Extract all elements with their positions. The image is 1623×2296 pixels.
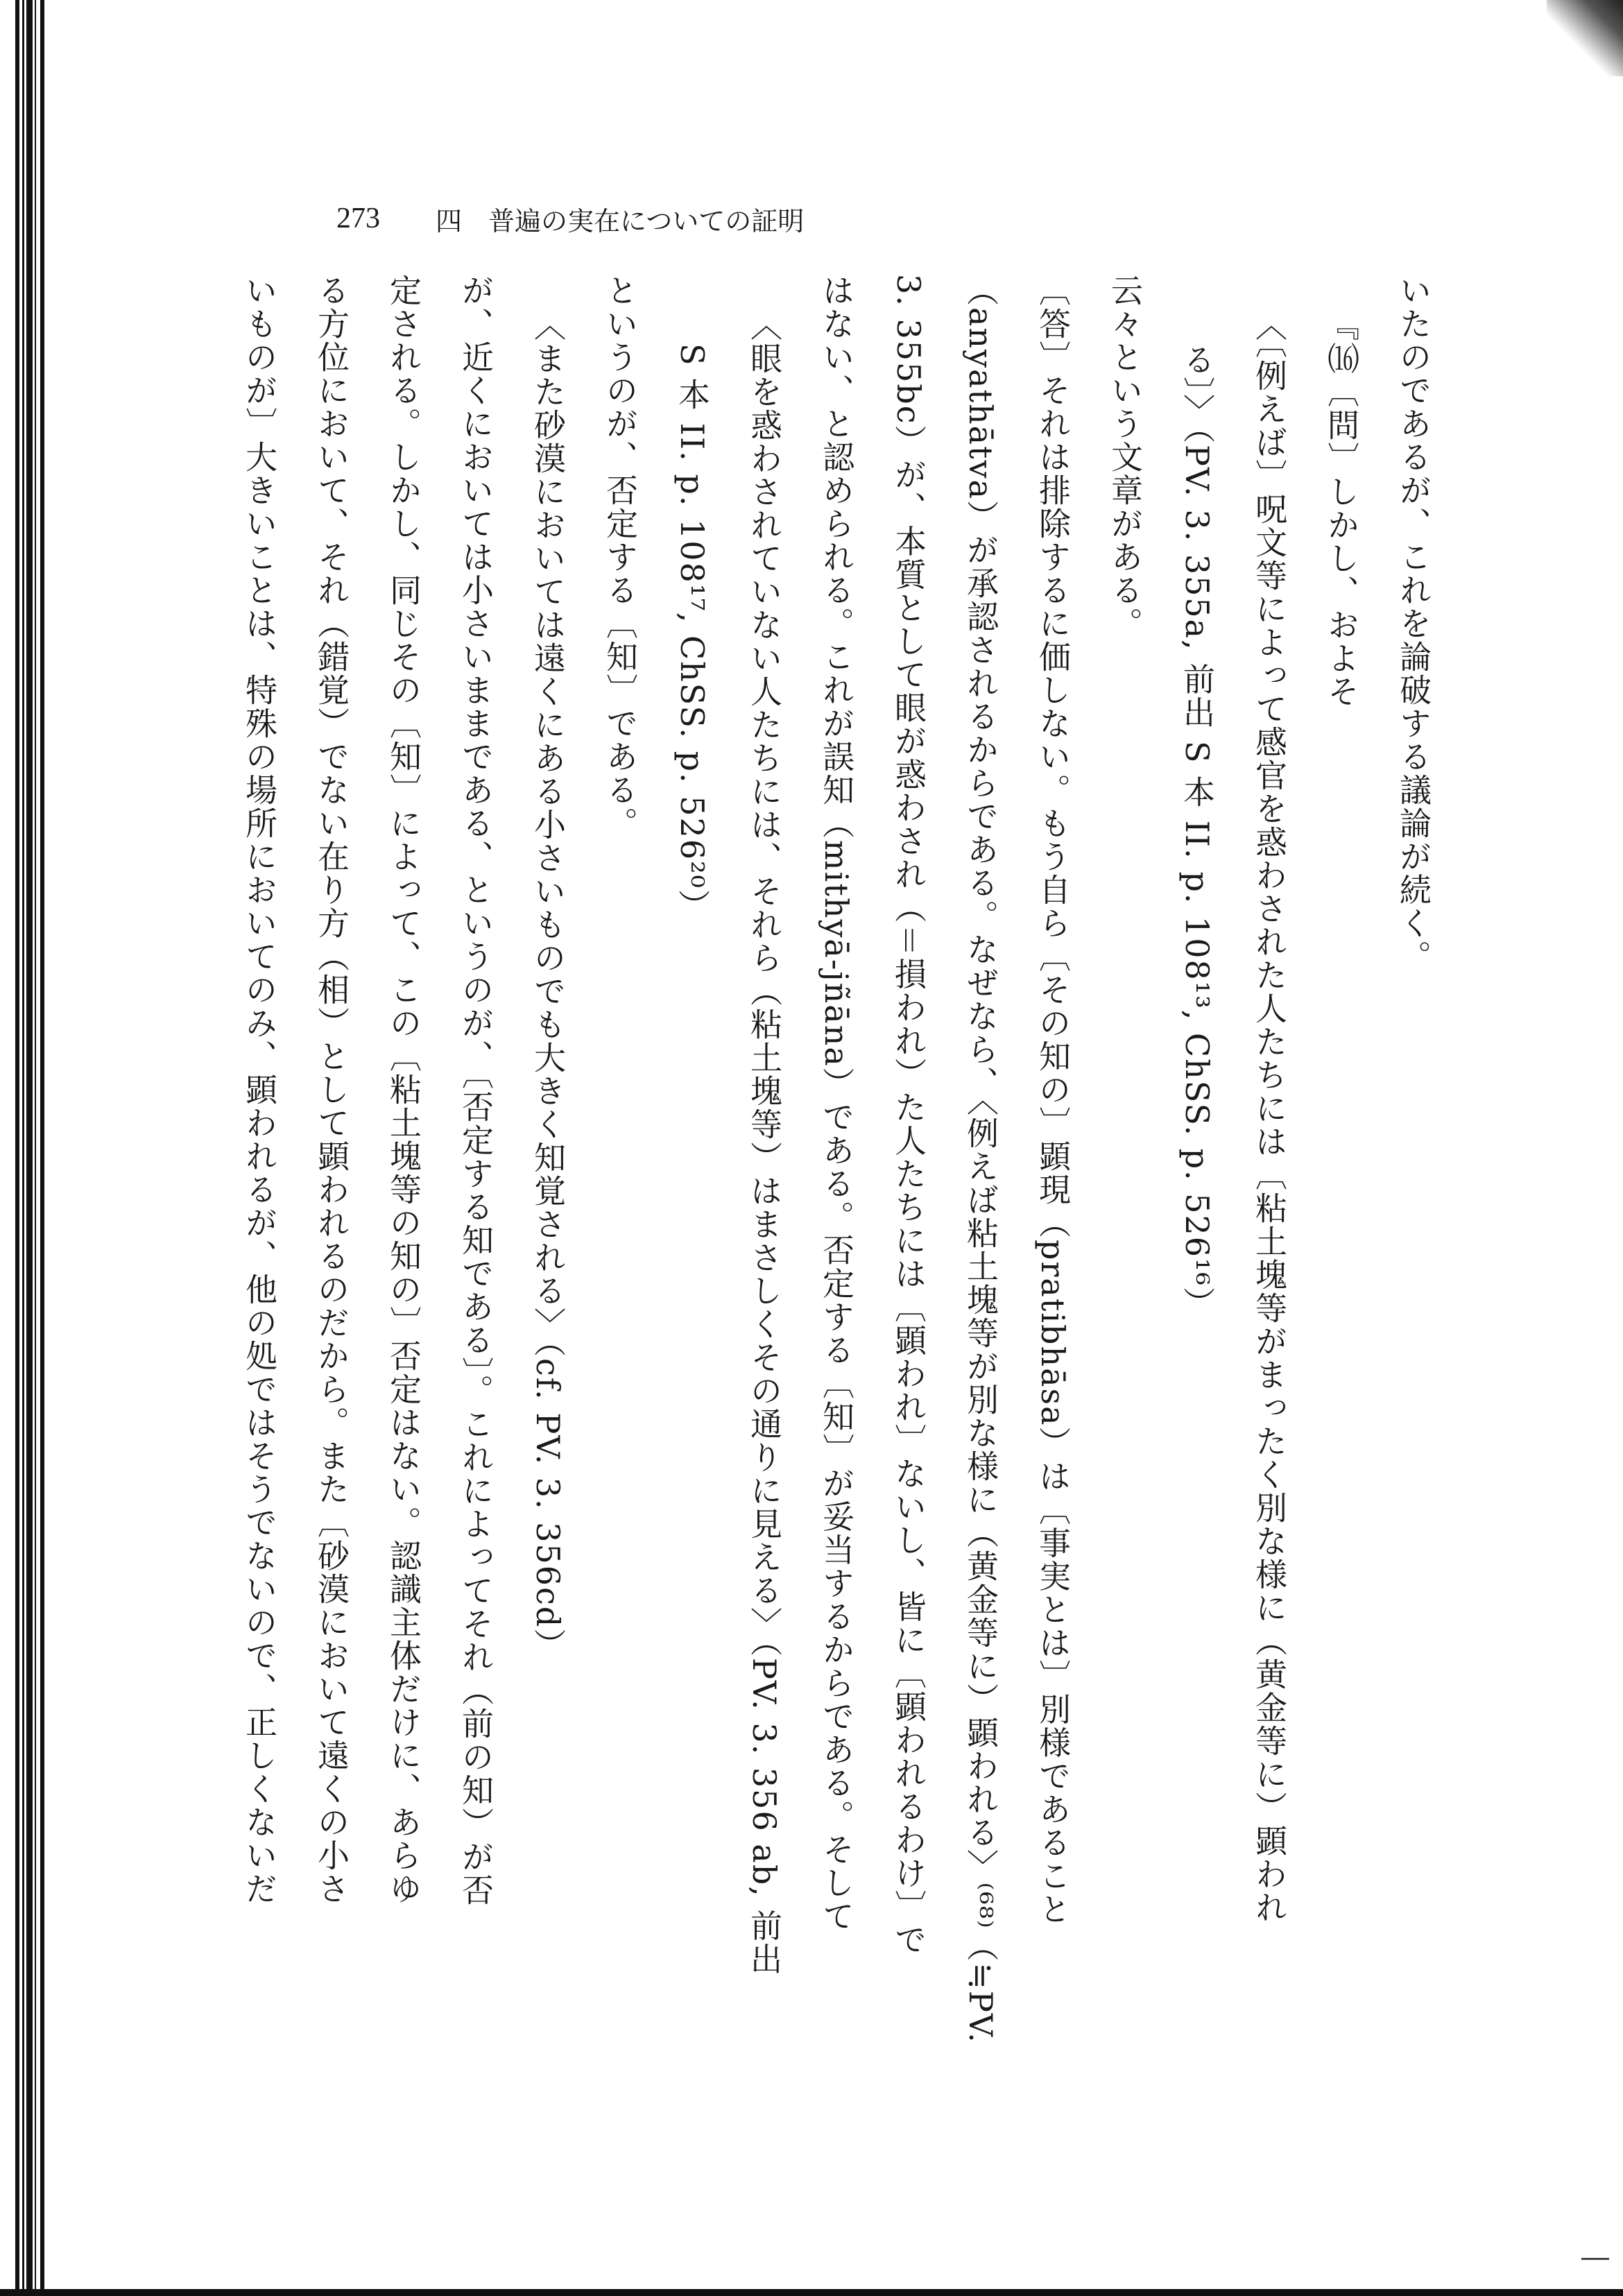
text-line: いたのであるが、これを論破する議論が続く。 bbox=[1395, 274, 1432, 973]
text-line: る〕〉（PV. 3. 355a, 前出 S 本 II. p. 108¹³, ChSS. p. 526¹⁶） bbox=[1178, 343, 1216, 1320]
section-number: 四 bbox=[436, 205, 463, 237]
text-line: 『⒃〔問〕しかし、およそ bbox=[1323, 309, 1360, 708]
running-head bbox=[336, 198, 804, 239]
section-title: 普遍の実在についての証明 bbox=[488, 205, 805, 237]
text-line: る方位において、それ（錯覚）でない在り方（相）として顕われるのだから。また〔砂漠において遠くの小さ bbox=[313, 274, 350, 1905]
text-line: が、近くにおいては小さいままである、というのが、〔否定する知である〕。これによってそれ（前の知）が否 bbox=[457, 274, 495, 1907]
text-line: 〈眼を惑わされていない人たちには、それら（粘土塊等）はまさしくその通りに見える〉（PV. 3. 356 ab, 前出 bbox=[746, 309, 783, 1976]
text-line: 〔答〕それは排除するに価しない。もう自ら〔その知の〕顕現（pratibhāsa）は〔事実とは〕別様であること bbox=[1034, 274, 1072, 1926]
text-line: 云々という文章がある。 bbox=[1106, 274, 1144, 640]
binding-line bbox=[40, 0, 44, 2289]
binding-line bbox=[22, 0, 24, 2289]
text-line: 定される。しかし、同じその〔知〕によって、この〔粘土塊等の知の〕否定はない。認識主体だけに、あらゆ bbox=[385, 274, 422, 1905]
page-number: 273 bbox=[336, 203, 380, 234]
text-line: （anyathātva）が承認されるからである。なぜなら、〈例えば粘土塊等が別な様に（黄金等に）顕われる〉⁽⁶⁸⁾（≒PV. bbox=[962, 274, 999, 2044]
scan-edge-mark bbox=[1581, 2258, 1609, 2260]
text-line: いものが〕大きいことは、特殊の場所においてのみ、顕われるが、他の処ではそうでないので、正しくないだ bbox=[241, 274, 278, 1905]
text-line: というのが、否定する〔知〕である。 bbox=[601, 274, 639, 840]
body-text bbox=[241, 274, 1450, 2119]
binding-line bbox=[26, 0, 33, 2289]
scan-bottom-edge bbox=[0, 2289, 1623, 2296]
text-line: 〈また砂漠においては遠くにある小さいものでも大きく知覚される〉（cf. PV. 3. 356cd） bbox=[529, 309, 567, 1662]
text-line: 〈〔例えば〕呪文等によって感官を惑わされた人たちには〔粘土塊等がまったく別な様に（黄金等に）顕われ bbox=[1251, 309, 1288, 1924]
binding-line bbox=[15, 0, 19, 2289]
text-line: はない、と認められる。これが誤知（mithyā-jñāna）である。否定する〔知〕が妥当するからである。そして bbox=[818, 274, 855, 1933]
text-line: 3. 355bc）が、本質として眼が惑わされ（＝損われ）た人たちには〔顕われ〕ないし、皆に〔顕われるわけ〕で bbox=[890, 274, 927, 1957]
binding-line bbox=[35, 0, 36, 2289]
page-binding-shadow bbox=[0, 0, 49, 2296]
scan-corner-shadow bbox=[1547, 0, 1623, 76]
text-line: S 本 II. p. 108¹⁷, ChSS. p. 526²⁰） bbox=[673, 343, 711, 923]
